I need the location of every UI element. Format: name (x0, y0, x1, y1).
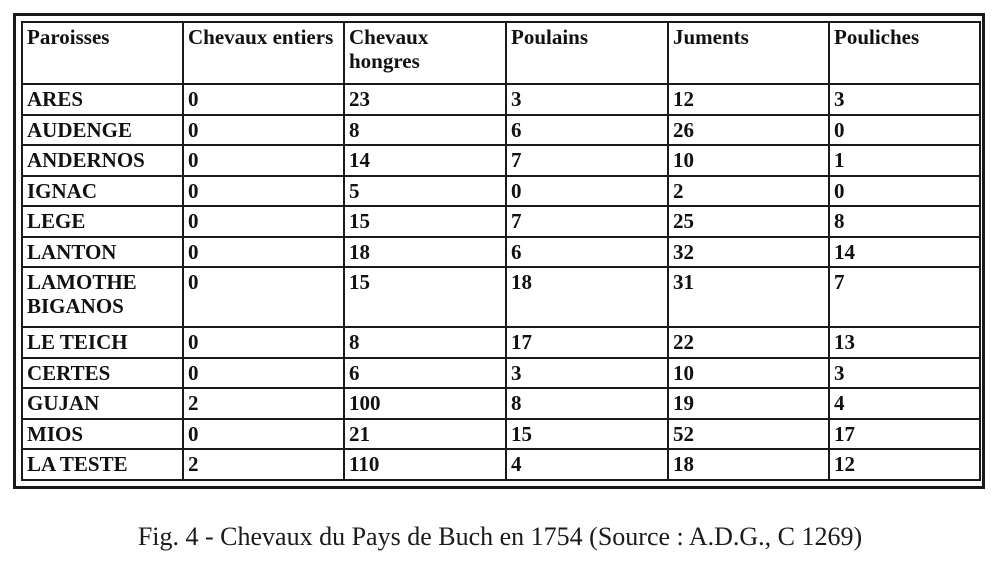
cell-juments: 22 (668, 327, 829, 358)
cell-juments: 31 (668, 267, 829, 327)
table-row (22, 388, 980, 419)
cell-juments: 52 (668, 419, 829, 450)
cell-chevaux-hongres: 110 (344, 449, 506, 480)
cell-poulains: 7 (506, 206, 668, 237)
cell-chevaux-hongres: 15 (344, 267, 506, 327)
horses-table (21, 21, 981, 481)
cell-chevaux-entiers: 0 (183, 84, 344, 115)
table-header (22, 22, 980, 84)
cell-pouliches: 13 (829, 327, 980, 358)
cell-paroisse: MIOS (22, 419, 183, 450)
cell-chevaux-entiers: 0 (183, 115, 344, 146)
cell-chevaux-entiers: 0 (183, 237, 344, 268)
table-frame (13, 13, 985, 489)
cell-juments: 10 (668, 358, 829, 389)
cell-juments: 2 (668, 176, 829, 207)
cell-chevaux-entiers: 0 (183, 176, 344, 207)
cell-pouliches: 14 (829, 237, 980, 268)
cell-juments: 25 (668, 206, 829, 237)
cell-poulains: 17 (506, 327, 668, 358)
header-chevaux-entiers: Chevaux entiers (183, 22, 344, 84)
cell-poulains: 3 (506, 358, 668, 389)
table-row (22, 176, 980, 207)
cell-chevaux-hongres: 21 (344, 419, 506, 450)
cell-paroisse: ANDERNOS (22, 145, 183, 176)
cell-paroisse: LEGE (22, 206, 183, 237)
cell-poulains: 8 (506, 388, 668, 419)
table-row (22, 358, 980, 389)
header-poulains: Poulains (506, 22, 668, 84)
figure-caption: Fig. 4 - Chevaux du Pays de Buch en 1754 (Source : A.D.G., C 1269) (137, 522, 863, 551)
cell-chevaux-entiers: 0 (183, 327, 344, 358)
cell-chevaux-hongres: 5 (344, 176, 506, 207)
cell-juments: 18 (668, 449, 829, 480)
cell-juments: 19 (668, 388, 829, 419)
cell-juments: 26 (668, 115, 829, 146)
cell-juments: 12 (668, 84, 829, 115)
cell-chevaux-hongres: 14 (344, 145, 506, 176)
cell-pouliches: 17 (829, 419, 980, 450)
table-row (22, 145, 980, 176)
cell-paroisse: GUJAN (22, 388, 183, 419)
cell-pouliches: 3 (829, 84, 980, 115)
cell-chevaux-entiers: 0 (183, 206, 344, 237)
cell-chevaux-hongres: 8 (344, 115, 506, 146)
cell-pouliches: 1 (829, 145, 980, 176)
cell-pouliches: 7 (829, 267, 980, 327)
cell-paroisse: AUDENGE (22, 115, 183, 146)
cell-paroisse: LE TEICH (22, 327, 183, 358)
cell-pouliches: 0 (829, 115, 980, 146)
cell-chevaux-entiers: 0 (183, 267, 344, 327)
cell-chevaux-entiers: 0 (183, 358, 344, 389)
table-row (22, 237, 980, 268)
cell-juments: 10 (668, 145, 829, 176)
cell-chevaux-hongres: 15 (344, 206, 506, 237)
header-pouliches: Pouliches (829, 22, 980, 84)
cell-chevaux-entiers: 0 (183, 145, 344, 176)
cell-chevaux-hongres: 6 (344, 358, 506, 389)
header-row (22, 22, 980, 84)
cell-poulains: 6 (506, 237, 668, 268)
cell-chevaux-hongres: 8 (344, 327, 506, 358)
cell-pouliches: 3 (829, 358, 980, 389)
cell-pouliches: 8 (829, 206, 980, 237)
cell-pouliches: 0 (829, 176, 980, 207)
cell-pouliches: 12 (829, 449, 980, 480)
header-juments: Juments (668, 22, 829, 84)
table-row (22, 115, 980, 146)
table-row (22, 449, 980, 480)
table-row (22, 267, 980, 327)
table-row (22, 206, 980, 237)
table-body (22, 84, 980, 480)
table-row (22, 84, 980, 115)
cell-poulains: 6 (506, 115, 668, 146)
cell-poulains: 18 (506, 267, 668, 327)
table-row (22, 327, 980, 358)
table-row (22, 419, 980, 450)
cell-chevaux-hongres: 100 (344, 388, 506, 419)
cell-poulains: 15 (506, 419, 668, 450)
cell-chevaux-entiers: 2 (183, 449, 344, 480)
cell-chevaux-entiers: 2 (183, 388, 344, 419)
cell-poulains: 0 (506, 176, 668, 207)
cell-poulains: 3 (506, 84, 668, 115)
cell-paroisse: CERTES (22, 358, 183, 389)
cell-chevaux-hongres: 18 (344, 237, 506, 268)
cell-paroisse: LAMOTHE BIGANOS (22, 267, 183, 327)
cell-paroisse: IGNAC (22, 176, 183, 207)
cell-chevaux-hongres: 23 (344, 84, 506, 115)
header-chevaux-hongres: Chevaux hongres (344, 22, 506, 84)
cell-chevaux-entiers: 0 (183, 419, 344, 450)
cell-juments: 32 (668, 237, 829, 268)
cell-paroisse: ARES (22, 84, 183, 115)
cell-paroisse: LA TESTE (22, 449, 183, 480)
header-paroisses: Paroisses (22, 22, 183, 84)
cell-pouliches: 4 (829, 388, 980, 419)
cell-paroisse: LANTON (22, 237, 183, 268)
cell-poulains: 7 (506, 145, 668, 176)
cell-poulains: 4 (506, 449, 668, 480)
